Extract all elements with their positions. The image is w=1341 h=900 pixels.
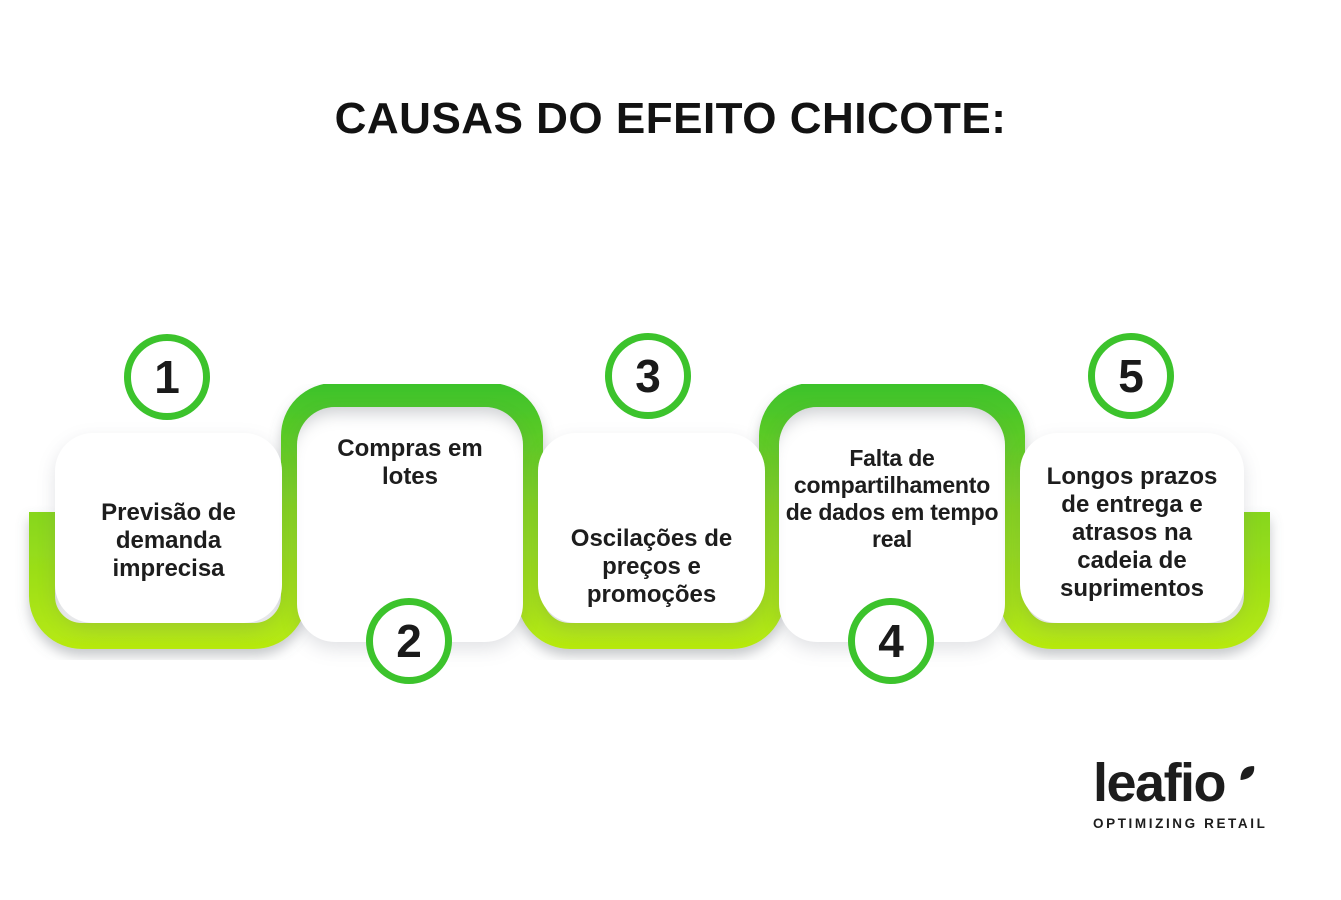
step-number-badge-1 — [124, 334, 210, 420]
step-number-badge-3 — [605, 333, 691, 419]
logo-tagline: OPTIMIZING RETAIL — [1093, 816, 1268, 831]
leaf-icon — [1239, 765, 1256, 781]
step-number-badge-5 — [1088, 333, 1174, 419]
step-card-label: Falta de compartilhamento de dados em tempo real — [785, 445, 999, 552]
step-number: 5 — [1118, 350, 1144, 402]
step-card-label: Oscilações de preços e promoções — [570, 525, 733, 608]
step-card-3 — [538, 433, 765, 623]
step-card-1 — [55, 433, 282, 623]
logo-wordmark — [1093, 753, 1267, 813]
step-number: 4 — [878, 615, 904, 667]
step-number-badge-4 — [848, 598, 934, 684]
logo — [1093, 753, 1268, 831]
step-card-label: Compras em lotes — [337, 435, 483, 490]
step-number: 1 — [154, 351, 180, 403]
logo-text: leafio — [1093, 753, 1226, 813]
step-card-label: Previsão de demanda imprecisa — [101, 499, 236, 582]
step-card-label: Longos prazos de entrega e atrasos na cadeia de suprimentos — [1046, 463, 1218, 602]
step-number: 3 — [635, 350, 661, 402]
page-title: CAUSAS DO EFEITO CHICOTE: — [334, 94, 1007, 143]
step-card-5 — [1020, 433, 1244, 623]
step-number-badge-2 — [366, 598, 452, 684]
step-number: 2 — [396, 615, 422, 667]
